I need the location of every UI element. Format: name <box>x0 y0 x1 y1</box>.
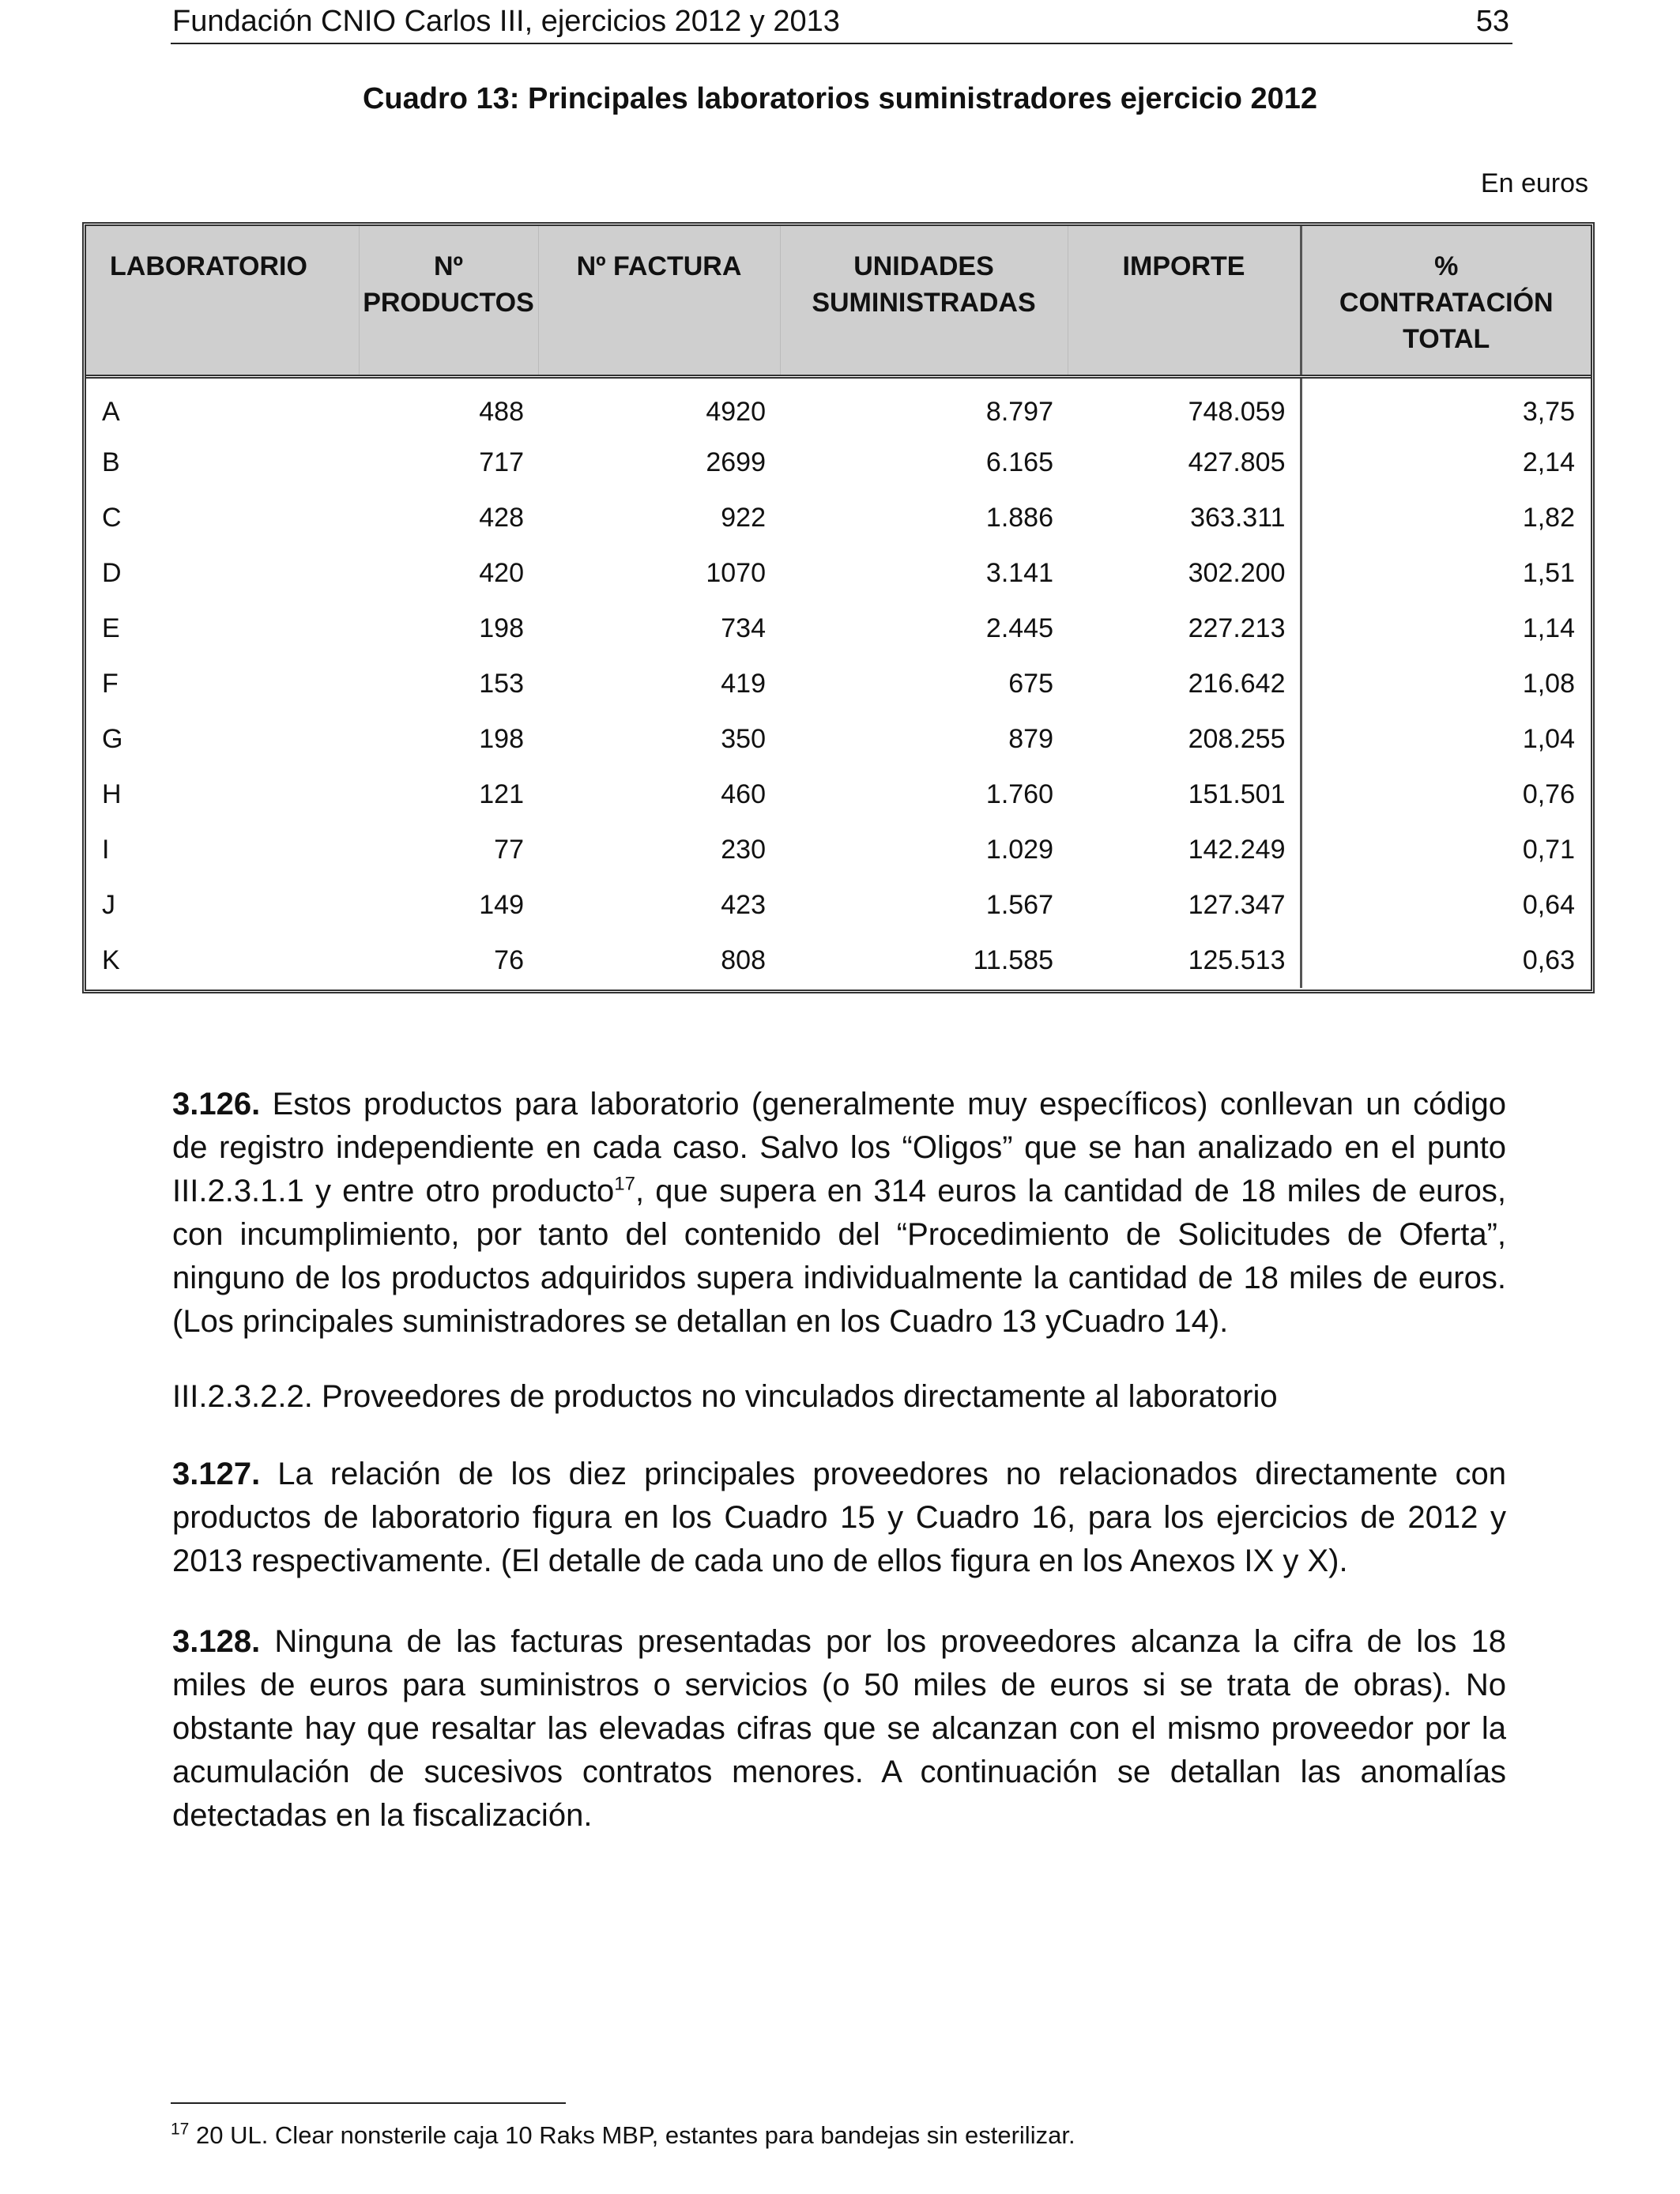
table-row <box>86 933 1591 988</box>
value-cell: 6.165 <box>985 447 1053 477</box>
value-cell: 1.567 <box>985 889 1053 920</box>
table-row <box>86 822 1591 877</box>
value-cell: 1070 <box>706 557 766 588</box>
value-cell: 216.642 <box>1068 656 1301 711</box>
value-cell: 151.501 <box>1068 767 1301 822</box>
value-cell: 2.445 <box>985 613 1053 643</box>
value-cell: 125.513 <box>1068 933 1301 988</box>
value-cell: 879 <box>1008 723 1053 754</box>
value-cell: 1,14 <box>1522 613 1575 643</box>
footnote: $^{17}$ 20 UL. Clear nonsterile caja 10 Raks MBP, estantes para bandejas sin esterilizar. <box>171 2120 1075 2149</box>
value-cell: 8.797 <box>985 396 1053 427</box>
column-header: LABORATORIO <box>86 226 359 376</box>
value-cell: 302.200 <box>1068 545 1301 601</box>
value-cell: 675 <box>1008 668 1053 699</box>
value-cell: 1.886 <box>985 502 1053 533</box>
value-cell: 420 <box>479 557 524 588</box>
value-cell: 1.760 <box>985 778 1053 809</box>
column-header: Nº PRODUCTOS <box>359 226 538 376</box>
column-header: % CONTRATACIÓN TOTAL <box>1301 226 1591 376</box>
lab-name-cell: G <box>102 723 123 754</box>
value-cell: 2699 <box>706 447 766 477</box>
running-header <box>171 0 1512 44</box>
value-cell: 488 <box>479 396 524 427</box>
header-title: Fundación CNIO Carlos III, ejercicios 2012 y 2013 <box>172 5 840 38</box>
table-row <box>86 545 1591 601</box>
table-header-row <box>86 226 1591 376</box>
table-title: Cuadro 13: Principales laboratorios suministradores ejercicio 2012 <box>362 82 1318 115</box>
lab-name-cell: D <box>102 557 122 588</box>
value-cell: 121 <box>479 778 524 809</box>
table-row <box>86 711 1591 767</box>
table-row <box>86 376 1591 435</box>
table-row <box>86 490 1591 545</box>
value-cell: 230 <box>721 834 766 865</box>
footnote-separator <box>171 2102 566 2104</box>
value-cell: 1,82 <box>1522 502 1575 533</box>
lab-name-cell: F <box>102 668 119 699</box>
units-note: En euros <box>1480 168 1588 198</box>
value-cell: 2,14 <box>1522 447 1575 477</box>
column-header: UNIDADES SUMINISTRADAS <box>780 226 1068 376</box>
value-cell: 142.249 <box>1068 822 1301 877</box>
table-row <box>86 656 1591 711</box>
value-cell: 1,51 <box>1522 557 1575 588</box>
lab-name-cell: E <box>102 613 120 643</box>
value-cell: 76 <box>494 944 524 975</box>
value-cell: 363.311 <box>1068 490 1301 545</box>
value-cell: 3,75 <box>1522 396 1575 427</box>
value-cell: 227.213 <box>1068 601 1301 656</box>
lab-name-cell: C <box>102 502 122 533</box>
table-row <box>86 601 1591 656</box>
paragraph-number: 3.126. <box>172 1087 261 1122</box>
value-cell: 4920 <box>706 396 766 427</box>
value-cell: 11.585 <box>973 944 1053 975</box>
value-cell: 748.059 <box>1068 376 1301 435</box>
table-row <box>86 435 1591 490</box>
lab-name-cell: H <box>102 778 122 809</box>
value-cell: 0,71 <box>1522 834 1575 865</box>
value-cell: 198 <box>479 723 524 754</box>
paragraph-3-128: 3.128. Ninguna de las facturas presentadas por los proveedores alcanza la cifra de los 18 miles de euros para suministros o servicios (o 50 miles de euros si se trata de obras). No obstante hay que resaltar las elevadas cifras que se alcanzan con el mismo proveedor por la acumulación de sucesivos contratos menores. A continuación se detallan las anomalías detectadas en la fiscalización. <box>172 1624 1506 1833</box>
paragraph-3-127: 3.127. La relación de los diez principales proveedores no relacionados directamente con productos de laboratorio figura en los Cuadro 15 y Cuadro 16, para los ejercicios de 2012 y 2013 respectivamente. (El detalle de cada uno de ellos figura en los Anexos IX y X). <box>172 1457 1506 1578</box>
value-cell: 0,63 <box>1522 944 1575 975</box>
value-cell: 419 <box>721 668 766 699</box>
lab-name-cell: I <box>102 834 110 865</box>
value-cell: 427.805 <box>1068 435 1301 490</box>
value-cell: 3.141 <box>985 557 1053 588</box>
page-number: 53 <box>1475 5 1509 38</box>
value-cell: 1,04 <box>1522 723 1575 754</box>
value-cell: 350 <box>721 723 766 754</box>
value-cell: 922 <box>721 502 766 533</box>
value-cell: 734 <box>721 613 766 643</box>
paragraph-number: 3.127. <box>172 1457 261 1491</box>
value-cell: 77 <box>494 834 524 865</box>
table-row <box>86 877 1591 933</box>
value-cell: 1.029 <box>985 834 1053 865</box>
suppliers-table <box>82 222 1595 993</box>
lab-name-cell: K <box>102 944 120 975</box>
footnote-ref[interactable]: 17 <box>614 1173 635 1195</box>
section-subheading: III.2.3.2.2. Proveedores de productos no vinculados directamente al laboratorio <box>172 1379 1278 1414</box>
table-row <box>86 767 1591 822</box>
value-cell: 428 <box>479 502 524 533</box>
value-cell: 1,08 <box>1522 668 1575 699</box>
lab-name-cell: A <box>102 396 120 427</box>
value-cell: 153 <box>479 668 524 699</box>
value-cell: 0,64 <box>1522 889 1575 920</box>
lab-name-cell: B <box>102 447 120 477</box>
column-header: Nº FACTURA <box>538 226 780 376</box>
value-cell: 808 <box>721 944 766 975</box>
paragraph-3-126: 3.126. Estos productos para laboratorio (generalmente muy específicos) conllevan un código de registro independiente en cada caso. Salvo los “Oligos” que se han analizado en el punto III.2.3.1.1 y entre otro producto$^{17}$, que supera en 314 euros la cantidad de 18 miles de euros, con incumplimiento, por tanto del contenido del “Procedimiento de Solicitudes de Oferta”, ninguno de los productos adquiridos supera individualmente la cantidad de 18 miles de euros. (Los principales suministradores se detallan en los Cuadro 13 yCuadro 14). <box>172 1087 1506 1339</box>
value-cell: 0,76 <box>1522 778 1575 809</box>
value-cell: 149 <box>479 889 524 920</box>
column-header: IMPORTE <box>1068 226 1301 376</box>
value-cell: 198 <box>479 613 524 643</box>
value-cell: 460 <box>721 778 766 809</box>
value-cell: 127.347 <box>1068 877 1301 933</box>
paragraph-number: 3.128. <box>172 1624 261 1659</box>
lab-name-cell: J <box>102 889 115 920</box>
value-cell: 423 <box>721 889 766 920</box>
value-cell: 717 <box>479 447 524 477</box>
value-cell: 208.255 <box>1068 711 1301 767</box>
